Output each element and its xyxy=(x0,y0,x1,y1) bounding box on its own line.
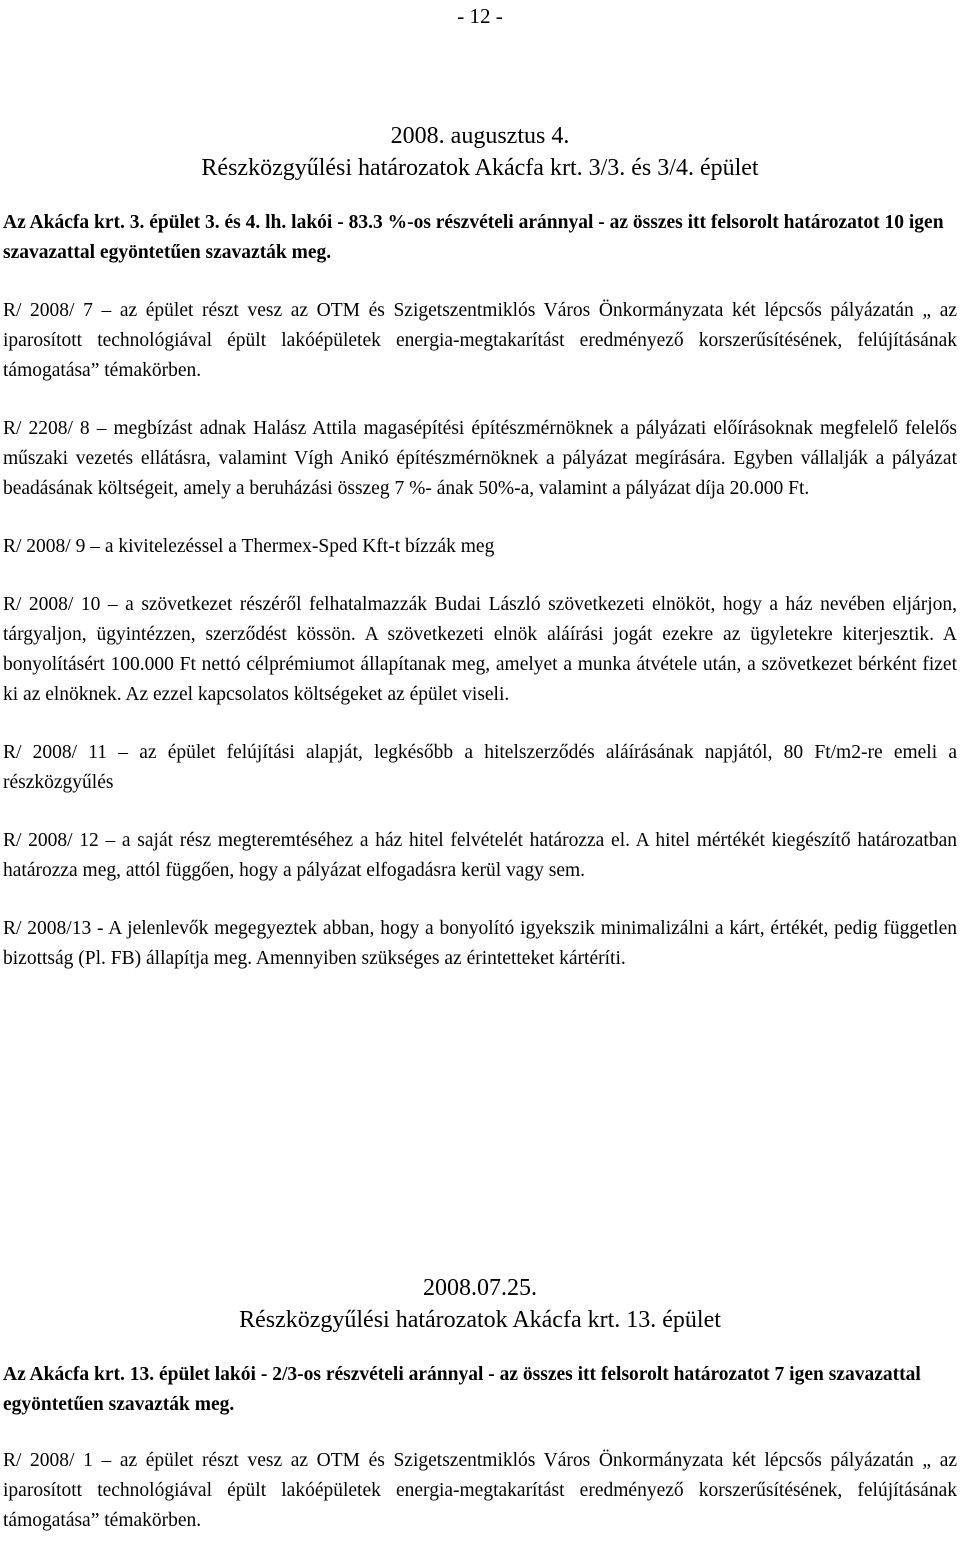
section-date: 2008. augusztus 4. xyxy=(390,123,570,149)
resolution-id: R/ 2008/ 9 xyxy=(3,536,86,557)
section-intro: Az Akácfa krt. 13. épület lakói - 2/3-os részvételi aránnyal - az összes itt felsorolt határozatot 7 igen szavazattal egyöntetűen szavazták meg. xyxy=(3,1364,921,1415)
resolution-text: – a szövetkezet részéről felhatalmazzák Budai László szövetkezeti elnököt, hogy a ház nevében eljárjon, tárgyaljon, ügyintézzen, szerződést kössön. A szövetkezeti elnök aláírási jogát ezekre az ügyletekre kiterjesztik. A bonyolításért 100.000 Ft nettó célprémiumot állapítanak meg, amelyet a munka átvétele után, a szövetkezet bérként fizet ki az elnöknek. Az ezzel kapcsolatos költségeket az épület viseli. xyxy=(3,594,958,705)
resolution-id: R/ 2008/ 11 xyxy=(3,742,108,763)
resolution-text: – a kivitelezéssel a Thermex-Sped Kft-t bízzák meg xyxy=(85,536,495,557)
resolution-2008-11 xyxy=(0,738,960,798)
resolution-id: R/ 2008/ 12 xyxy=(3,830,99,851)
resolution-2008-13 xyxy=(0,914,960,974)
resolution-2008-1 xyxy=(0,1446,960,1536)
resolution-2208-8 xyxy=(0,414,960,504)
resolution-id: R/ 2008/13 xyxy=(3,918,92,939)
resolution-2008-12 xyxy=(0,826,960,886)
resolution-text: – az épület részt vesz az OTM és Szigetszentmiklós Város Önkormányzata két lépcsős pályázatán „ az iparosított technológiával épült lakóépületek energia-megtakarítást eredményező korszerűsítésének, felújításának támogatása” témakörben. xyxy=(3,300,957,381)
resolution-text: – a saját rész megteremtéséhez a ház hitel felvételét határozza el. A hitel mértékét kiegészítő határozatban határozza meg, attól függően, hogy a pályázat elfogadásra kerül vagy sem. xyxy=(3,830,958,881)
resolution-id: R/ 2008/ 1 xyxy=(3,1450,93,1471)
section-date: 2008.07.25. xyxy=(423,1275,537,1301)
resolution-text: – megbízást adnak Halász Attila magasépítési építészmérnöknek a pályázati előírásoknak megfelelő felelős műszaki vezetés ellátásra, valamint Vígh Anikó építészmérnöknek a pályázat megírására. Egyben vállalják a pályázat beadásának költségeit, amely a beruházási összeg 7 %- ának 50%-a, valamint a pályázat díja 20.000 Ft. xyxy=(3,418,958,499)
page-number: - 12 - xyxy=(457,4,503,28)
resolution-2008-9 xyxy=(0,532,960,562)
resolutions-section-akacfa-3 xyxy=(0,120,960,974)
resolution-text: - A jelenlevők megegyeztek abban, hogy a bonyolító igyekszik minimalizálni a kárt, értékét, pedig független bizottság (Pl. FB) állapítja meg. Amennyiben szükséges az érintetteket kártéríti. xyxy=(3,918,957,969)
resolutions-section-akacfa-13 xyxy=(0,1272,960,1536)
section-title: Részközgyűlési határozatok Akácfa krt. 13. épület xyxy=(239,1307,721,1333)
section-intro: Az Akácfa krt. 3. épület 3. és 4. lh. lakói - 83.3 %-os részvételi aránnyal - az összes itt felsorolt határozatot 10 igen szavazattal egyöntetűen szavazták meg. xyxy=(3,212,944,263)
resolution-2008-10 xyxy=(0,590,960,710)
resolution-text: – az épület felújítási alapját, legkésőbb a hitelszerződés aláírásának napjától, 80 Ft/m2-re emeli a részközgyűlés xyxy=(3,742,957,793)
resolution-id: R/ 2008/ 7 xyxy=(3,300,93,321)
section-title: Részközgyűlési határozatok Akácfa krt. 3/3. és 3/4. épület xyxy=(201,155,759,181)
resolution-id: R/ 2008/ 10 xyxy=(3,594,101,615)
resolution-2008-7 xyxy=(0,296,960,386)
resolution-id: R/ 2208/ 8 xyxy=(3,418,90,439)
resolution-text: – az épület részt vesz az OTM és Szigetszentmiklós Város Önkormányzata két lépcsős pályázatán „ az iparosított technológiával épült lakóépületek energia-megtakarítást eredményező korszerűsítésének, felújításának támogatása” témakörben. xyxy=(3,1450,957,1531)
